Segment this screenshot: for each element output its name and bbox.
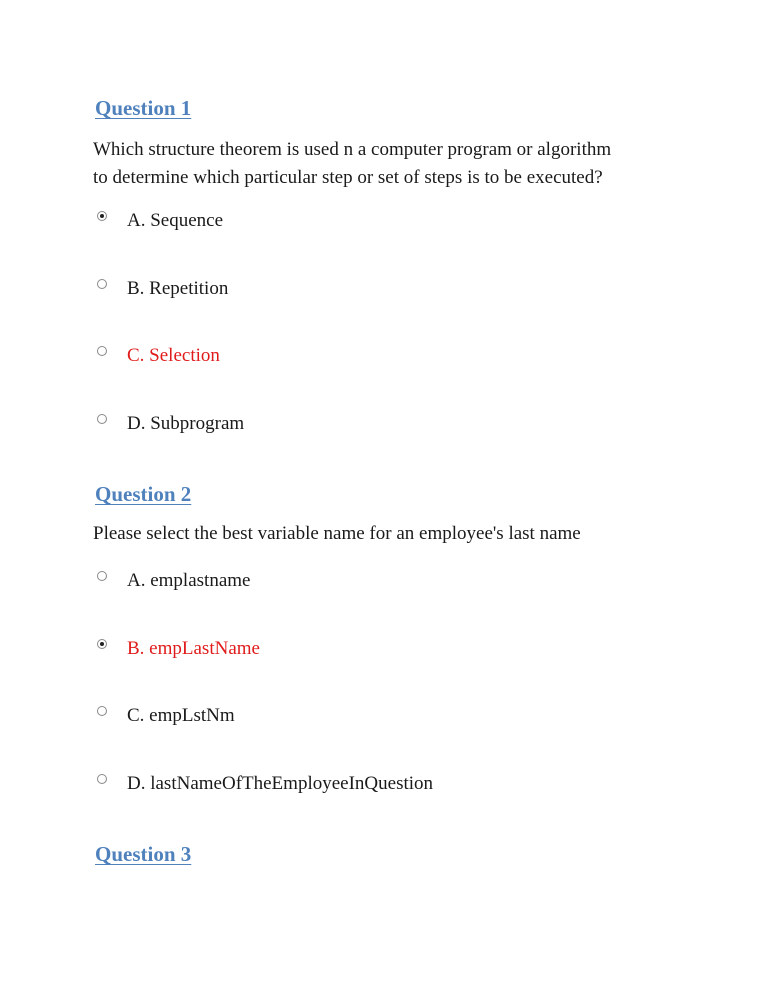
option-label: A. Sequence <box>127 210 224 231</box>
option-label: D. Subprogram <box>127 413 245 434</box>
question-1-text <box>93 136 653 192</box>
radio-unchecked-icon[interactable] <box>97 706 107 716</box>
option-label-correct: C. Selection <box>127 345 220 366</box>
question-2-text <box>93 520 653 548</box>
question-1-text-line-2: to determine which particular step or set of steps is to be executed? <box>93 167 603 188</box>
option-label: C. empLstNm <box>127 705 235 726</box>
question-1-heading: Question 1 <box>95 96 192 120</box>
option-label: B. Repetition <box>127 278 229 299</box>
radio-checked-icon[interactable] <box>97 211 107 221</box>
option-label: A. emplastname <box>127 570 251 591</box>
radio-unchecked-icon[interactable] <box>97 414 107 424</box>
question-2-heading: Question 2 <box>95 482 192 506</box>
radio-checked-icon[interactable] <box>97 639 107 649</box>
question-3-heading: Question 3 <box>95 842 192 866</box>
radio-unchecked-icon[interactable] <box>97 279 107 289</box>
option-label: D. lastNameOfTheEmployeeInQuestion <box>127 773 434 794</box>
radio-unchecked-icon[interactable] <box>97 346 107 356</box>
radio-unchecked-icon[interactable] <box>97 571 107 581</box>
radio-unchecked-icon[interactable] <box>97 774 107 784</box>
option-label-correct: B. empLastName <box>127 638 260 659</box>
question-2-text-line-1: Please select the best variable name for an employee's last name <box>93 523 581 544</box>
question-1-text-line-1: Which structure theorem is used n a computer program or algorithm <box>93 139 612 160</box>
